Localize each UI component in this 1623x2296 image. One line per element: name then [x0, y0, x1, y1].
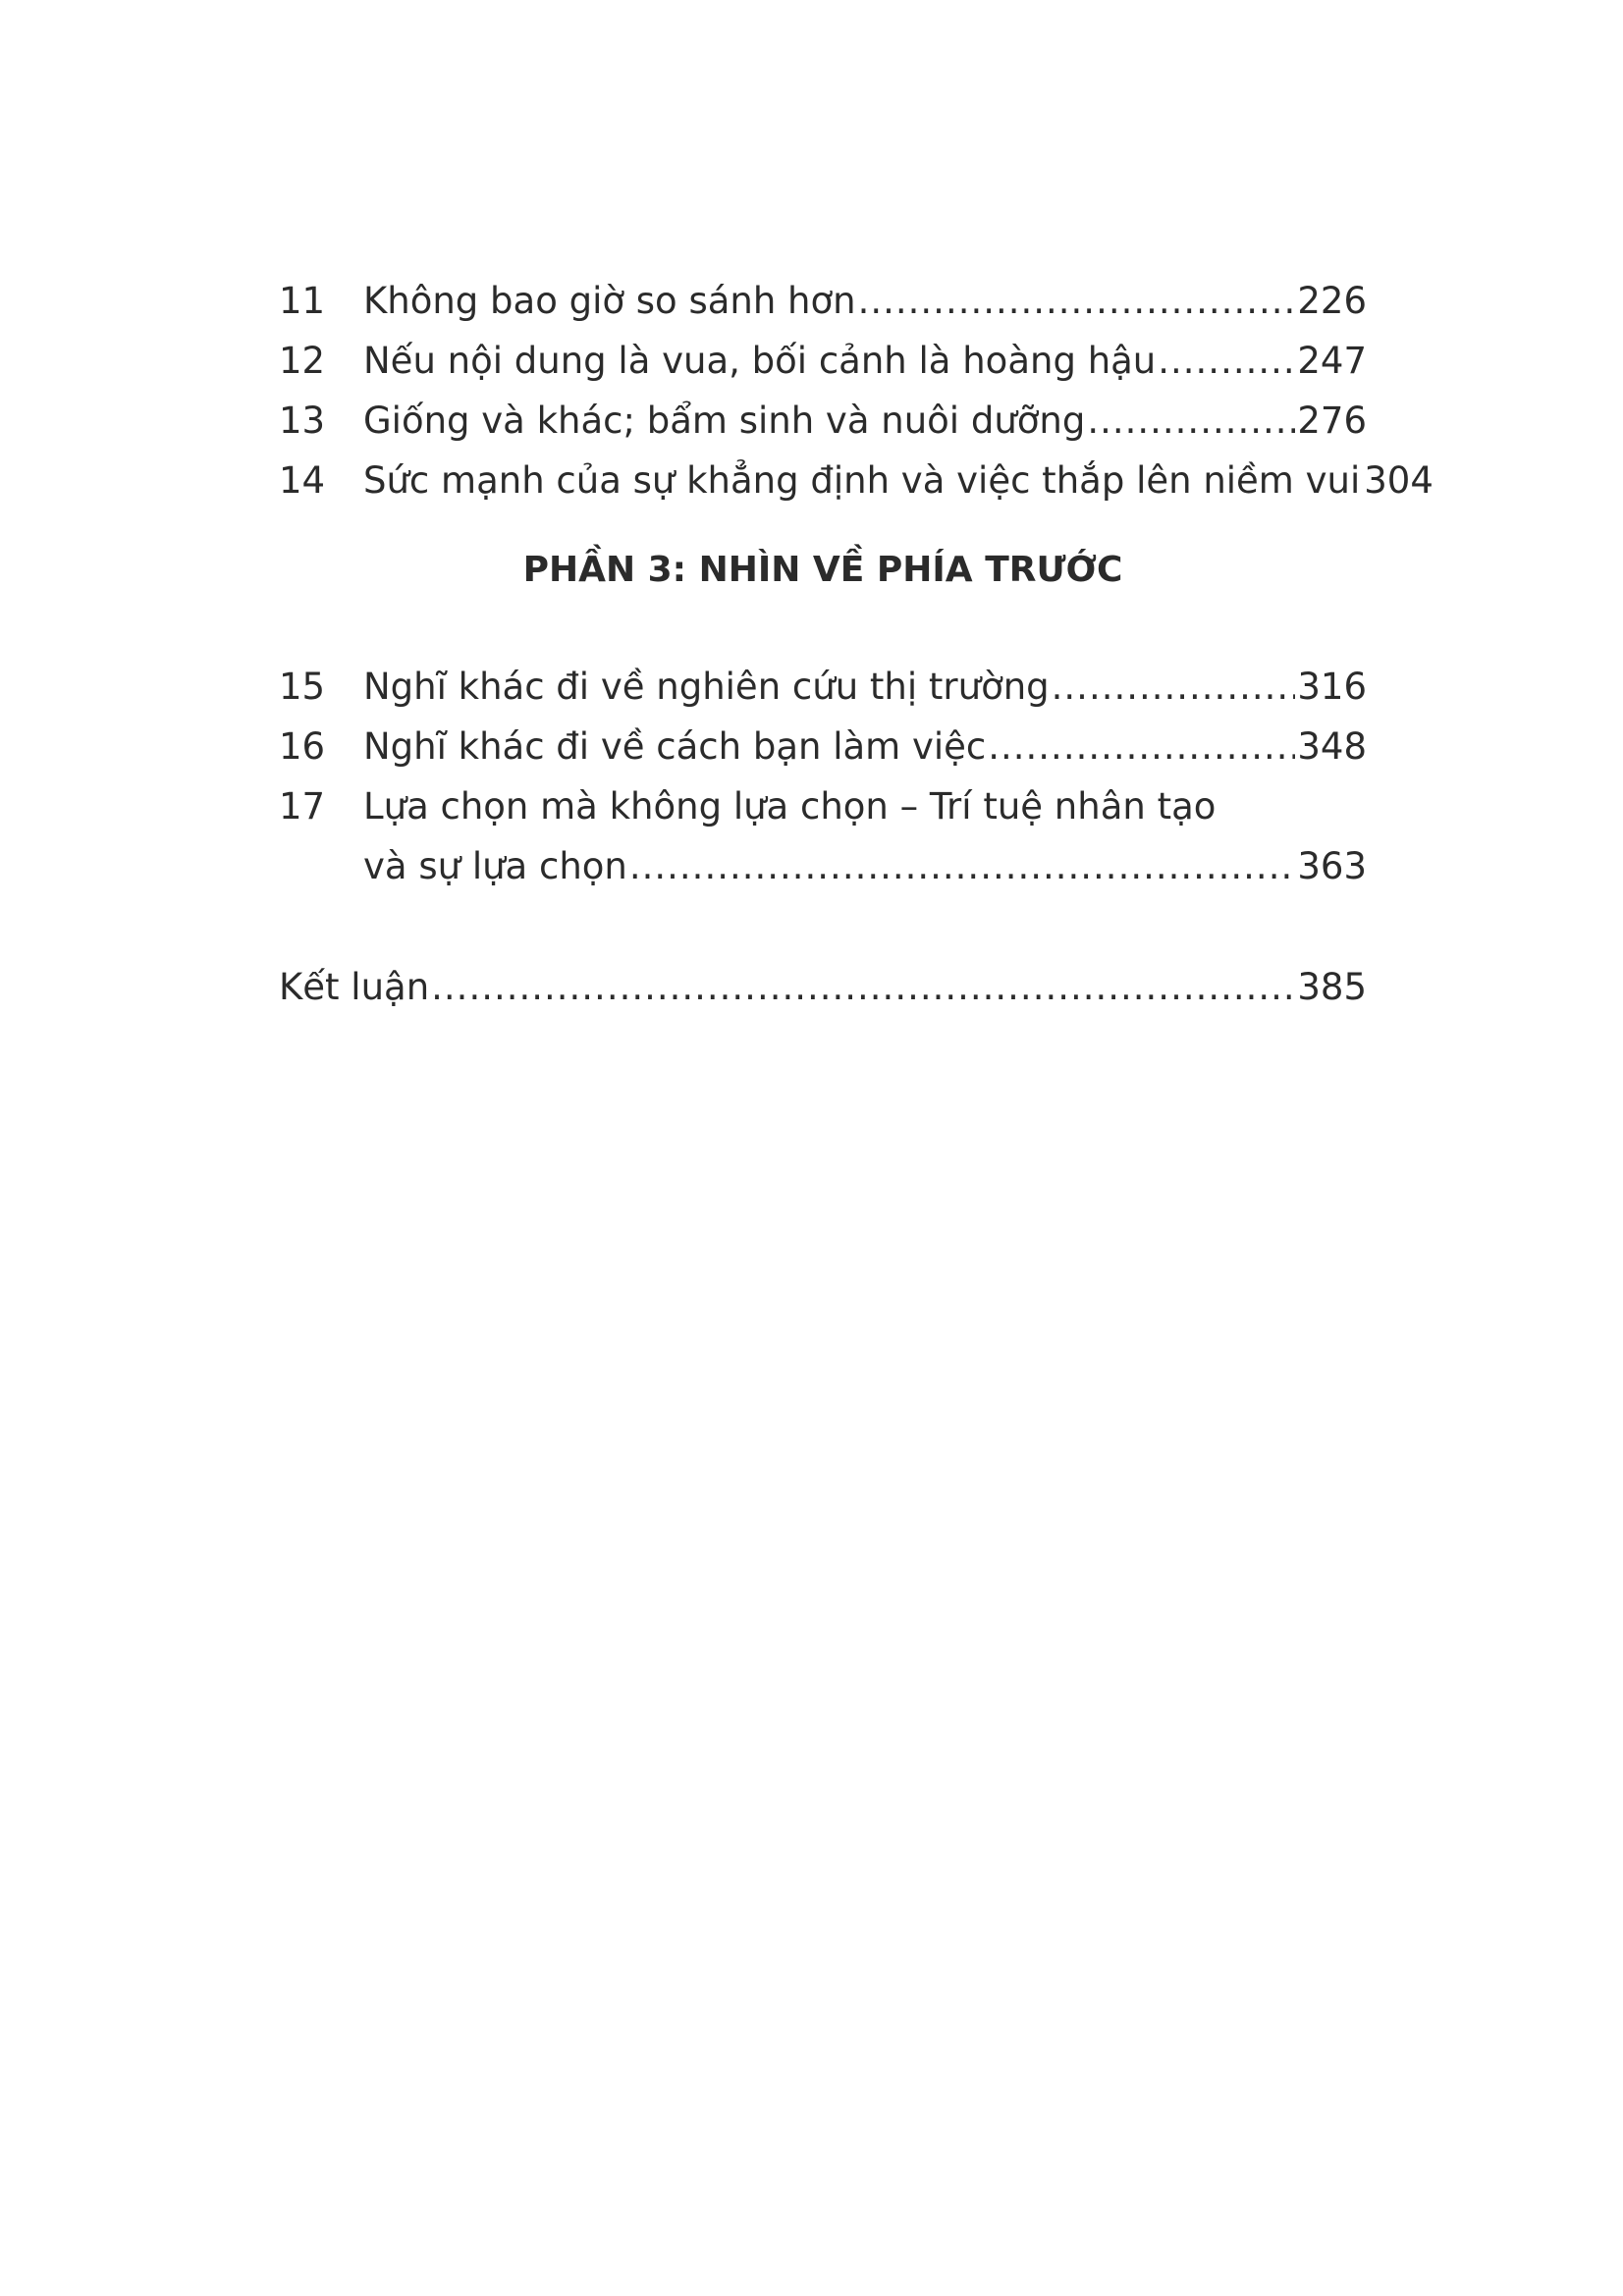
chapter-title: Sức mạnh của sự khẳng định và việc thắp lên niềm vui — [363, 459, 1361, 502]
chapter-number: 12 — [279, 340, 326, 382]
spacer — [279, 896, 1367, 957]
chapter-title: Nghĩ khác đi về cách bạn làm việc — [363, 725, 987, 768]
dot-leader — [858, 271, 1296, 331]
dot-leader — [988, 717, 1295, 776]
toc-entry-16[interactable] — [279, 717, 1367, 776]
page-number: 304 — [1364, 459, 1434, 502]
toc-entry-13[interactable] — [279, 391, 1367, 451]
toc-entry-12[interactable] — [279, 331, 1367, 391]
chapter-title: Nếu nội dung là vua, bối cảnh là hoàng hậu — [363, 340, 1157, 382]
chapter-number: 15 — [279, 666, 326, 708]
toc-entry-17[interactable] — [279, 776, 1367, 896]
page-number: 276 — [1297, 400, 1367, 442]
chapter-title-line2: và sự lựa chọn — [363, 845, 627, 887]
conclusion-title: Kết luận — [279, 966, 430, 1008]
chapter-number: 11 — [279, 280, 326, 322]
dot-leader — [629, 836, 1296, 896]
chapter-title: Nghĩ khác đi về nghiên cứu thị trường — [363, 666, 1050, 708]
page-number: 316 — [1297, 666, 1367, 708]
table-of-contents — [279, 271, 1434, 1017]
dot-leader — [1087, 391, 1295, 451]
page-number: 348 — [1297, 725, 1367, 768]
page-number: 226 — [1297, 280, 1367, 322]
page-number: 247 — [1297, 340, 1367, 382]
toc-entry-conclusion[interactable] — [279, 957, 1367, 1017]
chapter-number: 14 — [279, 459, 326, 502]
part-heading: PHẦN 3: NHÌN VỀ PHÍA TRƯỚC — [522, 550, 1123, 590]
chapter-title-line1: Lựa chọn mà không lựa chọn – Trí tuệ nhân tạo — [363, 785, 1217, 828]
chapter-title: Không bao giờ so sánh hơn — [363, 280, 856, 322]
page-number: 363 — [1297, 845, 1367, 887]
chapter-title: Giống và khác; bẩm sinh và nuôi dưỡng — [363, 400, 1086, 442]
dot-leader — [431, 957, 1295, 1017]
page-number: 385 — [1297, 966, 1367, 1008]
toc-entry-11[interactable] — [279, 271, 1367, 331]
dot-leader — [1052, 657, 1296, 717]
dot-leader — [1158, 331, 1295, 391]
chapter-number: 16 — [279, 725, 326, 768]
chapter-number: 13 — [279, 400, 326, 442]
toc-entry-14[interactable] — [279, 451, 1434, 510]
chapter-number: 17 — [279, 785, 326, 828]
toc-entry-15[interactable] — [279, 657, 1367, 717]
